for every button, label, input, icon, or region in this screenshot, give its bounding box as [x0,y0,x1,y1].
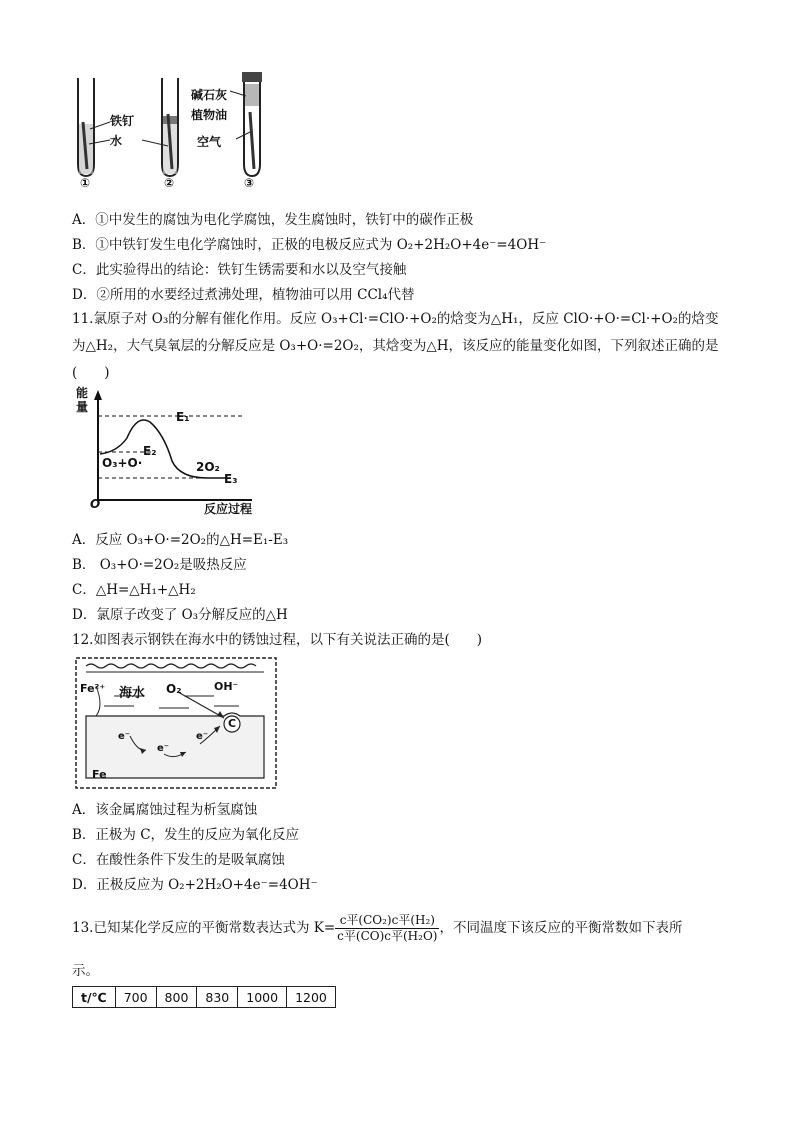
energy-products: 2O₂ [196,460,220,474]
fe-ion-label: Fe²⁺ [80,682,106,695]
q12-stem: 12.如图表示钢铁在海水中的锈蚀过程，以下有关说法正确的是( ) [72,632,483,648]
test-tube-3 [242,72,262,176]
equilibrium-constant-fraction [335,913,439,944]
q11-stem: 11.氯原子对 O₃的分解有催化作用。反应 O₃+Cl·=ClO·+O₂的焓变为△H₁，反应 ClO·+O·=Cl·+O₂的焓变为△H₂，大气臭氧层的分解反应是 O₃+O·=2O₂，其焓变为△H，该反应的能量变化如图，下列叙述正确的是( ) [72,311,719,381]
fraction-denominator: c平(CO)c平(H₂O) [337,929,438,943]
table-row [73,987,336,1008]
oh-label: OH⁻ [214,680,239,693]
tube-label-3: ③ [244,176,255,190]
temperature-table [72,986,336,1008]
table-cell: 830 [197,987,238,1008]
q11-option-c: C．△H=△H₁+△H₂ [72,582,196,598]
q13-stem-end: 示。 [72,963,99,979]
q10-option-d: D．②所用的水要经过煮沸处理，植物油可以用 CCl₄代替 [72,287,415,303]
energy-origin: O [90,497,101,511]
label-air: 空气 [197,135,222,149]
energy-e3: E₃ [224,472,238,486]
energy-ylabel: 能量 [76,386,89,414]
q11-option-b: B． O₃+O·=2O₂是吸热反应 [72,557,247,573]
q12-option-b: B．正极为 C，发生的反应为氧化反应 [72,827,300,843]
tube-label-1: ① [80,176,91,190]
o2-label: O₂ [166,682,182,696]
q12-option-a: A．该金属腐蚀过程为析氢腐蚀 [72,802,258,818]
energy-reactants: O₃+O· [102,456,143,470]
carbon-label: C [228,717,237,730]
q11-option-d: D．氯原子改变了 O₃分解反应的△H [72,607,288,623]
q12-option-d: D．正极反应为 O₂+2H₂O+4e⁻=4OH⁻ [72,877,318,893]
test-tube-2 [162,78,178,176]
table-cell: 1200 [287,987,336,1008]
energy-e2: E₂ [143,444,157,458]
electron-label-2: e⁻ [157,743,170,754]
seawater-label: 海水 [119,686,146,701]
table-cell: 800 [156,987,197,1008]
label-water: 水 [110,134,123,148]
q13-stem-suffix: ，不同温度下该反应的平衡常数如下表所 [439,920,683,936]
q13-stem [72,910,682,946]
tube-label-2: ② [164,176,175,190]
test-tube-1 [78,78,94,176]
energy-xlabel: 反应过程 [204,502,253,516]
q13-stem-prefix: 13.已知某化学反应的平衡常数表达式为 K= [72,920,336,936]
fraction-numerator: c平(CO₂)c平(H₂) [335,913,439,929]
table-cell: 1000 [238,987,287,1008]
label-nail: 铁钉 [110,114,135,128]
table-cell: 700 [115,987,156,1008]
table-cell: t/℃ [73,987,116,1008]
q10-option-c: C．此实验得出的结论：铁钉生锈需要和水以及空气接触 [72,262,407,278]
energy-e1: E₁ [176,410,190,424]
electron-label-1: e⁻ [118,731,131,742]
q10-option-a: A．①中发生的腐蚀为电化学腐蚀，发生腐蚀时，铁钉中的碳作正极 [72,212,474,228]
label-oil: 植物油 [191,108,228,122]
q12-option-c: C．在酸性条件下发生的是吸氧腐蚀 [72,852,285,868]
electron-label-3: e⁻ [196,731,209,742]
q10-option-b: B．①中铁钉发生电化学腐蚀时，正极的电极反应式为 O₂+2H₂O+4e⁻=4OH⁻ [72,237,547,253]
fe-label: Fe [92,768,107,781]
label-soda-lime: 碱石灰 [191,88,228,102]
q11-option-a: A．反应 O₃+O·=2O₂的△H=E₁-E₃ [72,532,289,548]
